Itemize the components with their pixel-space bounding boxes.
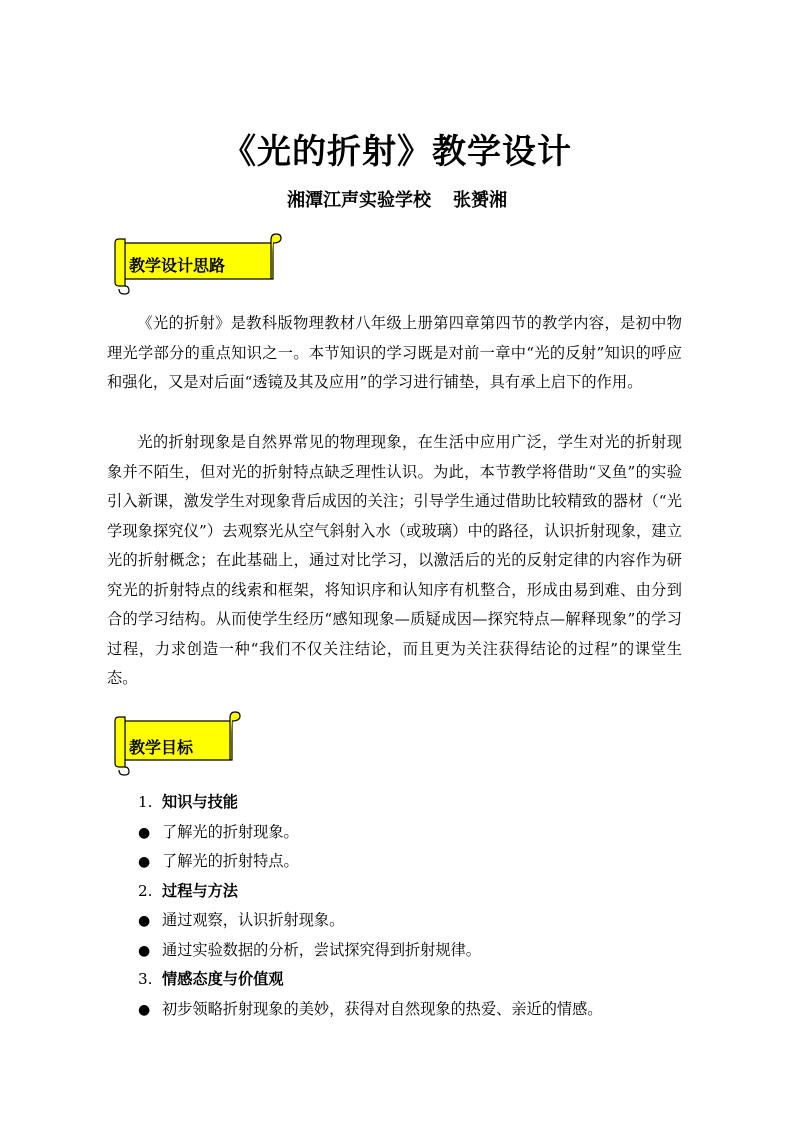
list-item-text: 通过实验数据的分析，尝试探究得到折射规律。 bbox=[162, 940, 481, 959]
list-item-text: 了解光的折射现象。 bbox=[162, 822, 299, 841]
objective-group-heading bbox=[138, 965, 698, 995]
author-name: 张赟湘 bbox=[453, 190, 507, 211]
objective-number: 1. bbox=[138, 793, 153, 811]
section-banner-design-idea bbox=[115, 236, 285, 292]
objectives-list bbox=[138, 788, 698, 1024]
objective-number: 3. bbox=[138, 970, 153, 988]
objective-number: 2. bbox=[138, 881, 153, 900]
objective-heading-text: 知识与技能 bbox=[162, 793, 238, 811]
list-item-text: 通过观察，认识折射现象。 bbox=[162, 911, 345, 929]
bullet-icon: ● bbox=[138, 824, 151, 841]
bullet-icon: ● bbox=[138, 942, 151, 959]
bullet-icon: ● bbox=[138, 1001, 151, 1018]
author-school: 湘潭江声实验学校 bbox=[287, 190, 431, 211]
list-item bbox=[138, 936, 698, 966]
list-item-text: 了解光的折射特点。 bbox=[162, 852, 299, 870]
list-item bbox=[138, 847, 698, 877]
paragraph-1: 《光的折射》是教科版物理教材八年级上册第四章第四节的教学内容，是初中物理光学部分的重点知识之一。本节知识的学习既是对前一章中“光的反射”知识的呼应和强化，又是对后面“透镜及其及应用”的学习进行铺垫，具有承上启下的作用。 bbox=[107, 314, 682, 391]
list-item bbox=[138, 818, 698, 848]
document-title: 《光的折射》教学设计 bbox=[222, 132, 572, 172]
section-label-design-idea: 教学设计思路 bbox=[129, 256, 226, 275]
section-label-objectives: 教学目标 bbox=[129, 738, 194, 757]
list-item bbox=[138, 995, 698, 1025]
document-author-line bbox=[0, 186, 794, 212]
paragraph-2: 光的折射现象是自然界常见的物理现象，在生活中应用广泛，学生对光的折射现象并不陌生，但对光的折射特点缺乏理性认识。为此，本节教学将借助“叉鱼”的实验引入新课，激发学生对现象背后成因的关注；引导学生通过借助比较精致的器材（“光学现象探究仪”）去观察光从空气斜射入水（或玻璃）中的路径，认识折射现象，建立光的折射概念；在此基础上，通过对比学习，以激活后的光的反射定律的内容作为研究光的折射特点的线索和框架，将知识序和认知序有机整合，形成由易到难、由分到合的学习结构。从而使学生经历“感知现象—质疑成因—探究特点—解释现象”的学习过程，力求创造一种“我们不仅关注结论，而且更为关注获得结论的过程”的课堂生态。 bbox=[107, 433, 682, 687]
objective-group-heading bbox=[138, 877, 698, 907]
section-banner-objectives bbox=[115, 714, 243, 772]
objective-heading-text: 过程与方法 bbox=[162, 881, 238, 900]
bullet-icon: ● bbox=[138, 854, 151, 870]
bullet-icon: ● bbox=[138, 913, 151, 929]
objective-group-heading bbox=[138, 788, 698, 818]
objective-heading-text: 情感态度与价值观 bbox=[162, 970, 284, 988]
list-item-text: 初步领略折射现象的美妙，获得对自然现象的热爱、亲近的情感。 bbox=[162, 999, 603, 1018]
list-item bbox=[138, 906, 698, 936]
